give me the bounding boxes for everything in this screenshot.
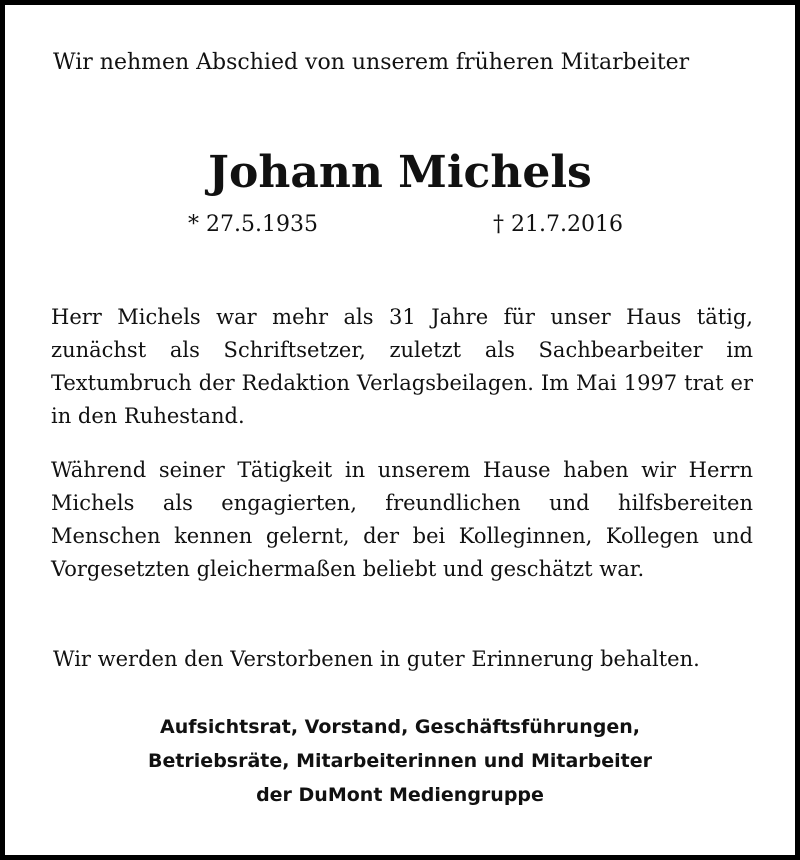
signature-line: Betriebsräte, Mitarbeiterinnen und Mitarbeiter	[147, 750, 653, 772]
death-date: † 21.7.2016	[493, 212, 623, 237]
birth-date: * 27.5.1935	[188, 212, 318, 237]
signature-line: Aufsichtsrat, Vorstand, Geschäftsführungen,	[160, 716, 640, 738]
signature-block	[5, 710, 795, 812]
tribute-paragraph: Während seiner Tätigkeit in unserem Hause haben wir Herrn Michels als engagierten, freundlichen und hilfsbereiten Menschen kennen gelernt, der bei Kolleginnen, Kollegen und Vorgesetzten gleichermaßen beliebt und geschätzt war.	[51, 458, 753, 581]
deceased-name: Johann Michels	[208, 147, 592, 198]
intro-line: Wir nehmen Abschied von unserem früheren Mitarbeiter	[53, 50, 690, 75]
closing-line: Wir werden den Verstorbenen in guter Erinnerung behalten.	[53, 647, 700, 671]
career-paragraph: Herr Michels war mehr als 31 Jahre für unser Haus tätig, zunächst als Schriftsetzer, zuletzt als Sachbearbeiter im Textumbruch der Redaktion Verlagsbeilagen. Im Mai 1997 trat er in den Ruhestand.	[51, 305, 753, 428]
signature-line: der DuMont Mediengruppe	[256, 784, 544, 806]
